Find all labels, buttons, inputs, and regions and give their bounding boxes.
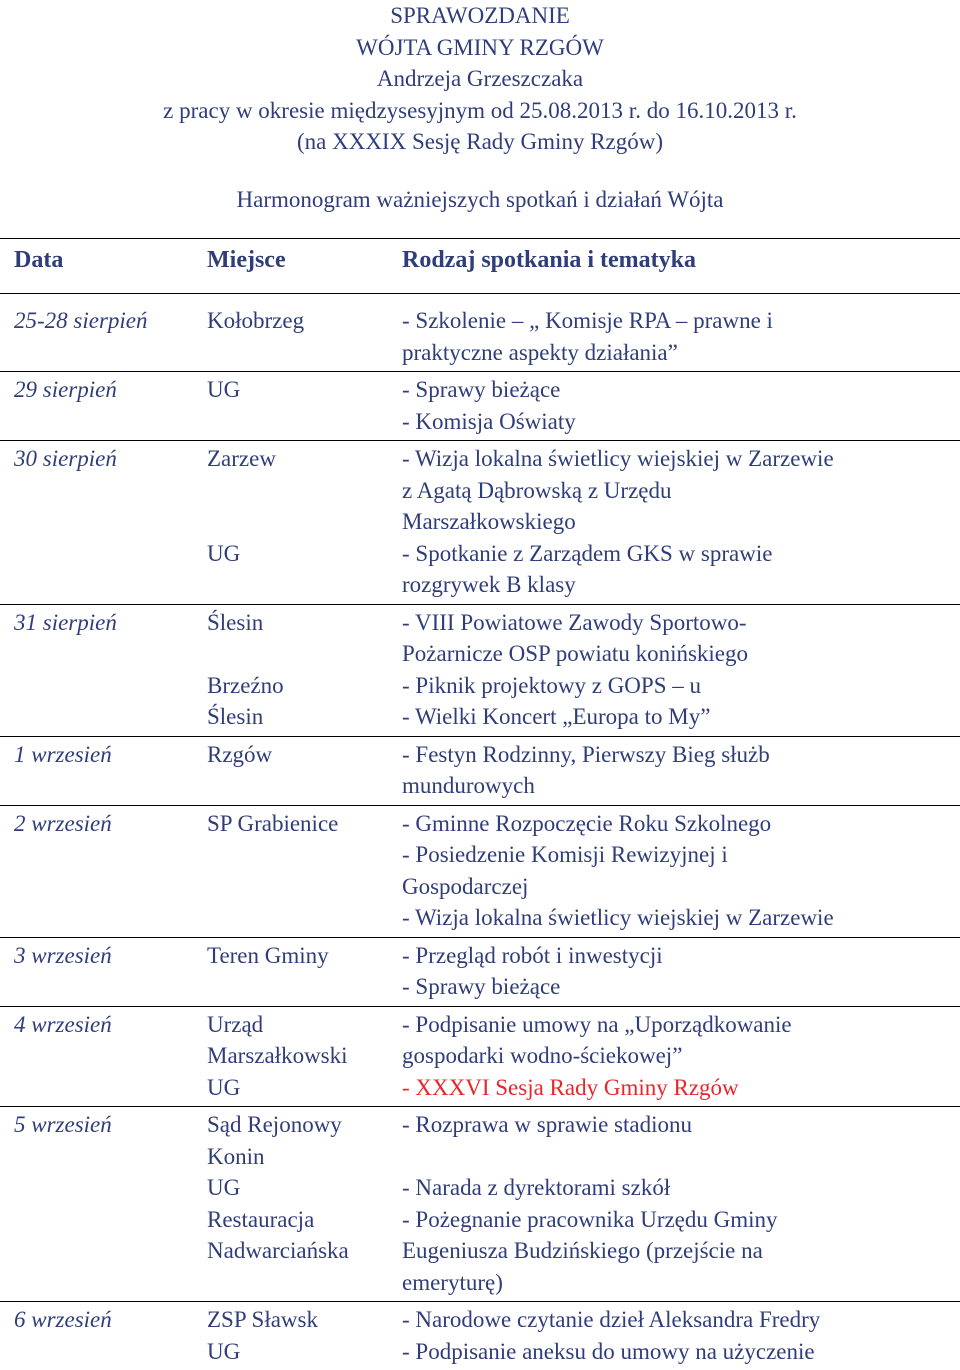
topic-item <box>402 305 960 368</box>
row-date: 31 sierpień <box>0 604 207 736</box>
row-date: 30 sierpień <box>0 441 207 605</box>
row-place <box>207 1302 402 1370</box>
place-line <box>207 638 402 670</box>
row-date: 3 wrzesień <box>0 937 207 1006</box>
table-row <box>0 294 960 372</box>
topic-line: - Gminne Rozpoczęcie Roku Szkolnego <box>419 808 960 840</box>
table-row <box>0 805 960 937</box>
row-topic <box>402 1302 960 1370</box>
place-line: UG <box>207 1336 402 1368</box>
topic-line: Eugeniusza Budzińskiego (przejście na <box>419 1235 960 1267</box>
topic-item <box>402 902 960 934</box>
place-line: UG <box>207 1072 402 1104</box>
topic-line: - Rozprawa w sprawie stadionu <box>419 1109 960 1141</box>
topic-item <box>402 739 960 802</box>
topic-item <box>402 839 960 902</box>
topic-item <box>402 1304 960 1336</box>
place-line: Sąd Rejonowy <box>207 1109 402 1141</box>
table-row <box>0 1006 960 1107</box>
topic-line: - Narodowe czytanie dzieł Aleksandra Fredry <box>419 1304 960 1336</box>
topic-item <box>402 607 960 670</box>
table-row <box>0 372 960 441</box>
topic-item <box>402 701 960 733</box>
row-place <box>207 294 402 372</box>
header-date: Data <box>0 239 207 294</box>
topic-item <box>402 971 960 1003</box>
place-line: Ślesin <box>207 701 402 733</box>
topic-line: - Szkolenie – „ Komisje RPA – prawne i <box>419 305 960 337</box>
row-date: 4 wrzesień <box>0 1006 207 1107</box>
place-line: Rzgów <box>207 739 402 771</box>
header-place: Miejsce <box>207 239 402 294</box>
topic-item <box>402 1009 960 1072</box>
schedule-table <box>0 238 960 1370</box>
row-topic <box>402 294 960 372</box>
schedule-subtitle: Harmonogram ważniejszych spotkań i działań Wójta <box>0 184 960 216</box>
row-topic <box>402 937 960 1006</box>
topic-line: - Pożegnanie pracownika Urzędu Gminy <box>419 1204 960 1236</box>
place-line: Nadwarciańska <box>207 1235 402 1267</box>
place-line: Ślesin <box>207 607 402 639</box>
topic-line: Gospodarczej <box>419 871 960 903</box>
row-place <box>207 1006 402 1107</box>
topic-line: praktyczne aspekty działania” <box>419 337 960 369</box>
topic-line: z Agatą Dąbrowską z Urzędu <box>419 475 960 507</box>
table-row <box>0 1302 960 1370</box>
row-topic <box>402 1107 960 1302</box>
topic-line: gospodarki wodno-ściekowej” <box>419 1040 960 1072</box>
row-place <box>207 1107 402 1302</box>
topic-item <box>402 1172 960 1204</box>
place-line: UG <box>207 1172 402 1204</box>
topic-line: - VIII Powiatowe Zawody Sportowo- <box>419 607 960 639</box>
report-session: (na XXXIX Sesję Rady Gminy Rzgów) <box>0 126 960 158</box>
row-place <box>207 441 402 605</box>
place-line: Marszałkowski <box>207 1040 402 1072</box>
topic-line: - Wizja lokalna świetlicy wiejskiej w Zarzewie <box>419 443 960 475</box>
place-line: ZSP Sławsk <box>207 1304 402 1336</box>
report-author-office: WÓJTA GMINY RZGÓW <box>0 32 960 64</box>
topic-line: - Wielki Koncert „Europa to My” <box>419 701 960 733</box>
topic-item <box>402 538 960 601</box>
place-line: Zarzew <box>207 443 402 475</box>
row-topic <box>402 372 960 441</box>
topic-item <box>402 1204 960 1299</box>
row-place <box>207 604 402 736</box>
place-line: SP Grabienice <box>207 808 402 840</box>
topic-item <box>402 1109 960 1141</box>
place-line: Kołobrzeg <box>207 305 402 337</box>
place-line <box>207 506 402 538</box>
row-place <box>207 736 402 805</box>
row-topic <box>402 805 960 937</box>
topic-line: - Komisja Oświaty <box>419 406 960 438</box>
table-row <box>0 937 960 1006</box>
row-date: 1 wrzesień <box>0 736 207 805</box>
row-date: 25-28 sierpień <box>0 294 207 372</box>
table-row <box>0 441 960 605</box>
topic-line: - Festyn Rodzinny, Pierwszy Bieg służb <box>419 739 960 771</box>
topic-line: - Podpisanie aneksu do umowy na użyczenie <box>419 1336 960 1368</box>
schedule-header-row <box>0 239 960 294</box>
row-topic <box>402 604 960 736</box>
table-row <box>0 1107 960 1302</box>
header-topic: Rodzaj spotkania i tematyka <box>402 239 960 294</box>
topic-line: - Narada z dyrektorami szkół <box>419 1172 960 1204</box>
topic-line: mundurowych <box>419 770 960 802</box>
report-period: z pracy w okresie międzysesyjnym od 25.08.2013 r. do 16.10.2013 r. <box>0 95 960 127</box>
topic-line: - Sprawy bieżące <box>419 374 960 406</box>
place-line: UG <box>207 374 402 406</box>
topic-item <box>402 808 960 840</box>
topic-line: - Posiedzenie Komisji Rewizyjnej i <box>419 839 960 871</box>
place-line: UG <box>207 538 402 570</box>
table-row <box>0 604 960 736</box>
topic-line: - Sprawy bieżące <box>419 971 960 1003</box>
topic-line: - Podpisanie umowy na „Uporządkowanie <box>419 1009 960 1041</box>
place-line: Teren Gminy <box>207 940 402 972</box>
place-line: Restauracja <box>207 1204 402 1236</box>
topic-item <box>402 1072 960 1104</box>
place-line: Brzeźno <box>207 670 402 702</box>
topic-line: - Spotkanie z Zarządem GKS w sprawie <box>419 538 960 570</box>
topic-line: - Piknik projektowy z GOPS – u <box>419 670 960 702</box>
topic-line: - Wizja lokalna świetlicy wiejskiej w Zarzewie <box>419 902 960 934</box>
row-place <box>207 805 402 937</box>
topic-line: - Przegląd robót i inwestycji <box>419 940 960 972</box>
topic-line: emeryturę) <box>419 1267 960 1299</box>
report-header <box>0 0 960 158</box>
row-topic <box>402 441 960 605</box>
topic-item <box>402 940 960 972</box>
topic-item <box>402 406 960 438</box>
row-date: 2 wrzesień <box>0 805 207 937</box>
topic-item <box>402 1141 960 1173</box>
table-row <box>0 736 960 805</box>
topic-line: rozgrywek B klasy <box>419 569 960 601</box>
schedule-body <box>0 294 960 1370</box>
row-place <box>207 937 402 1006</box>
place-line <box>207 475 402 507</box>
place-line: Urząd <box>207 1009 402 1041</box>
topic-item <box>402 670 960 702</box>
row-date: 6 wrzesień <box>0 1302 207 1370</box>
topic-line: - XXXVI Sesja Rady Gminy Rzgów <box>419 1072 960 1104</box>
row-topic <box>402 1006 960 1107</box>
topic-item <box>402 443 960 538</box>
topic-line: Pożarnicze OSP powiatu konińskiego <box>419 638 960 670</box>
report-title: SPRAWOZDANIE <box>0 0 960 32</box>
place-line: Konin <box>207 1141 402 1173</box>
report-author-name: Andrzeja Grzeszczaka <box>0 63 960 95</box>
row-topic <box>402 736 960 805</box>
topic-item <box>402 374 960 406</box>
topic-line: Marszałkowskiego <box>419 506 960 538</box>
row-date: 5 wrzesień <box>0 1107 207 1302</box>
row-place <box>207 372 402 441</box>
topic-item <box>402 1336 960 1368</box>
row-date: 29 sierpień <box>0 372 207 441</box>
